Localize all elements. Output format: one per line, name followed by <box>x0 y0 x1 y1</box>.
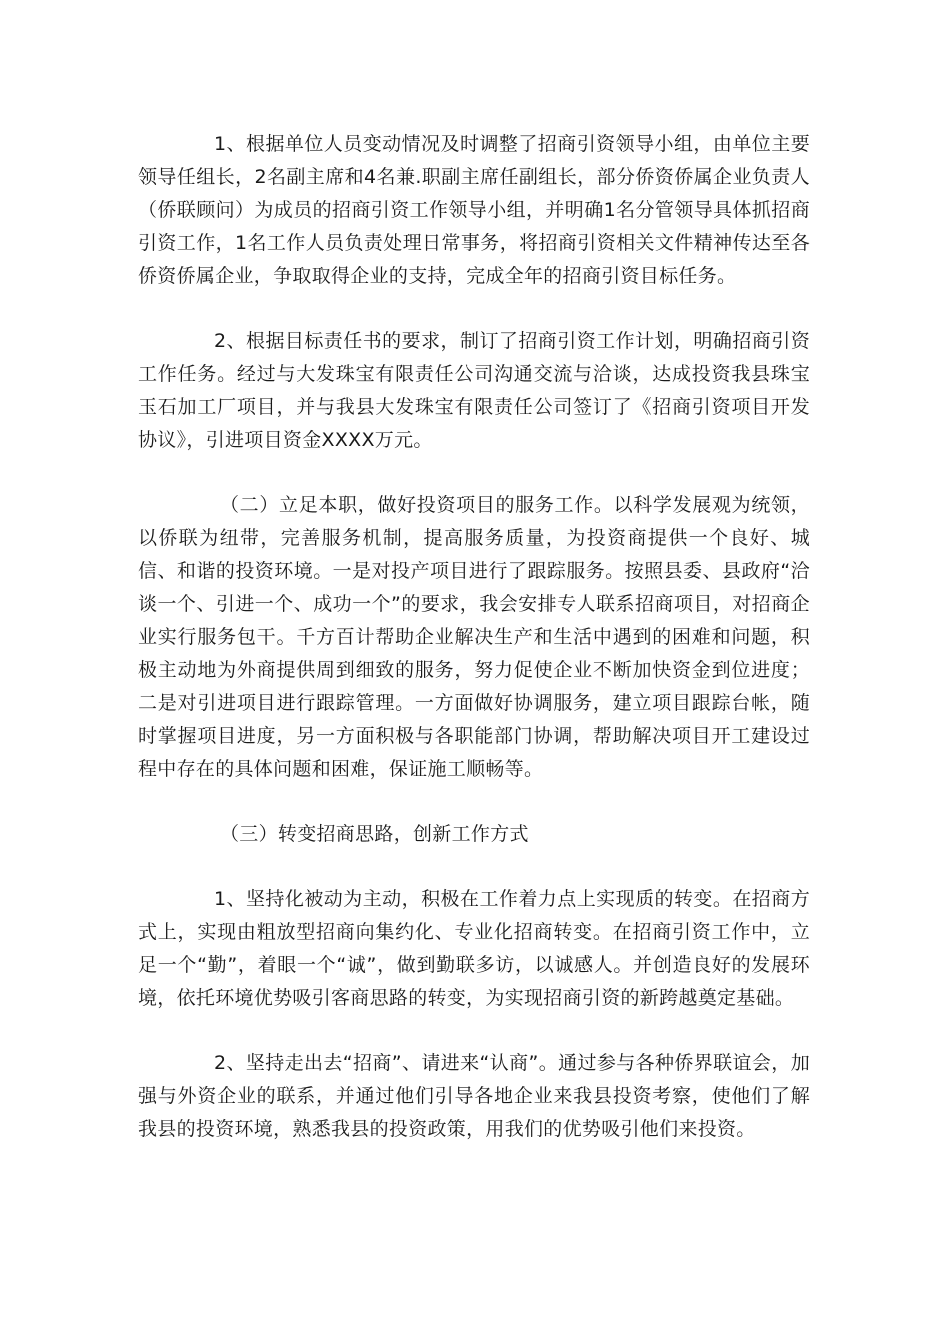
document-page <box>138 128 810 1146</box>
paragraph-service-work: （二）立足本职，做好投资项目的服务工作。以科学发展观为统领，以侨联为纽带，完善服务机制，提高服务质量，为投资商提供一个良好、城信、和谐的投资环境。一是对投产项目进行了跟踪服务。按照县委、县政府“洽谈一个、引进一个、成功一个”的要求，我会安排专人联系招商项目，对招商企业实行服务包干。千方百计帮助企业解决生产和生活中遇到的困难和问题，积极主动地为外商提供周到细致的服务，努力促使企业不断加快资金到位进度；二是对引进项目进行跟踪管理。一方面做好协调服务，建立项目跟踪台帐，随时掌握项目进度，另一方面积极与各职能部门协调，帮助解决项目开工建设过程中存在的具体问题和困难，保证施工顺畅等。 <box>138 494 810 780</box>
paragraph-leadership-group: 1、根据单位人员变动情况及时调整了招商引资领导小组，由单位主要领导任组长，2名副主席和4名兼.职副主席任副组长，部分侨资侨属企业负责人（侨联顾问）为成员的招商引资工作领导小组，并明确1名分管领导具体抓招商引资工作，1名工作人员负责处理日常事务，将招商引资相关文件精神传达至各侨资侨属企业，争取取得企业的支持，完成全年的招商引资目标任务。 <box>138 133 810 287</box>
paragraph-passive-to-active: 1、坚持化被动为主动，积极在工作着力点上实现质的转变。在招商方式上，实现由粗放型招商向集约化、专业化招商转变。在招商引资工作中，立足一个“勤”，着眼一个“诚”，做到勤联多访，以诚感人。并创造良好的发展环境，依托环境优势吸引客商思路的转变，为实现招商引资的新跨越奠定基础。 <box>138 888 810 1009</box>
section-heading-three: （三）转变招商思路，创新工作方式 <box>220 823 529 845</box>
paragraph-work-plan: 2、根据目标责任书的要求，制订了招商引资工作计划，明确招商引资工作任务。经过与大发珠宝有限责任公司沟通交流与洽谈，达成投资我县珠宝玉石加工厂项目，并与我县大发珠宝有限责任公司签订了《招商引资项目开发协议》，引进项目资金XXXX万元。 <box>138 330 810 451</box>
paragraph-go-out-invite-in: 2、坚持走出去“招商”、请进来“认商”。通过参与各种侨界联谊会，加强与外资企业的联系，并通过他们引导各地企业来我县投资考察，使他们了解我县的投资环境，熟悉我县的投资政策，用我们的优势吸引他们来投资。 <box>138 1052 810 1140</box>
